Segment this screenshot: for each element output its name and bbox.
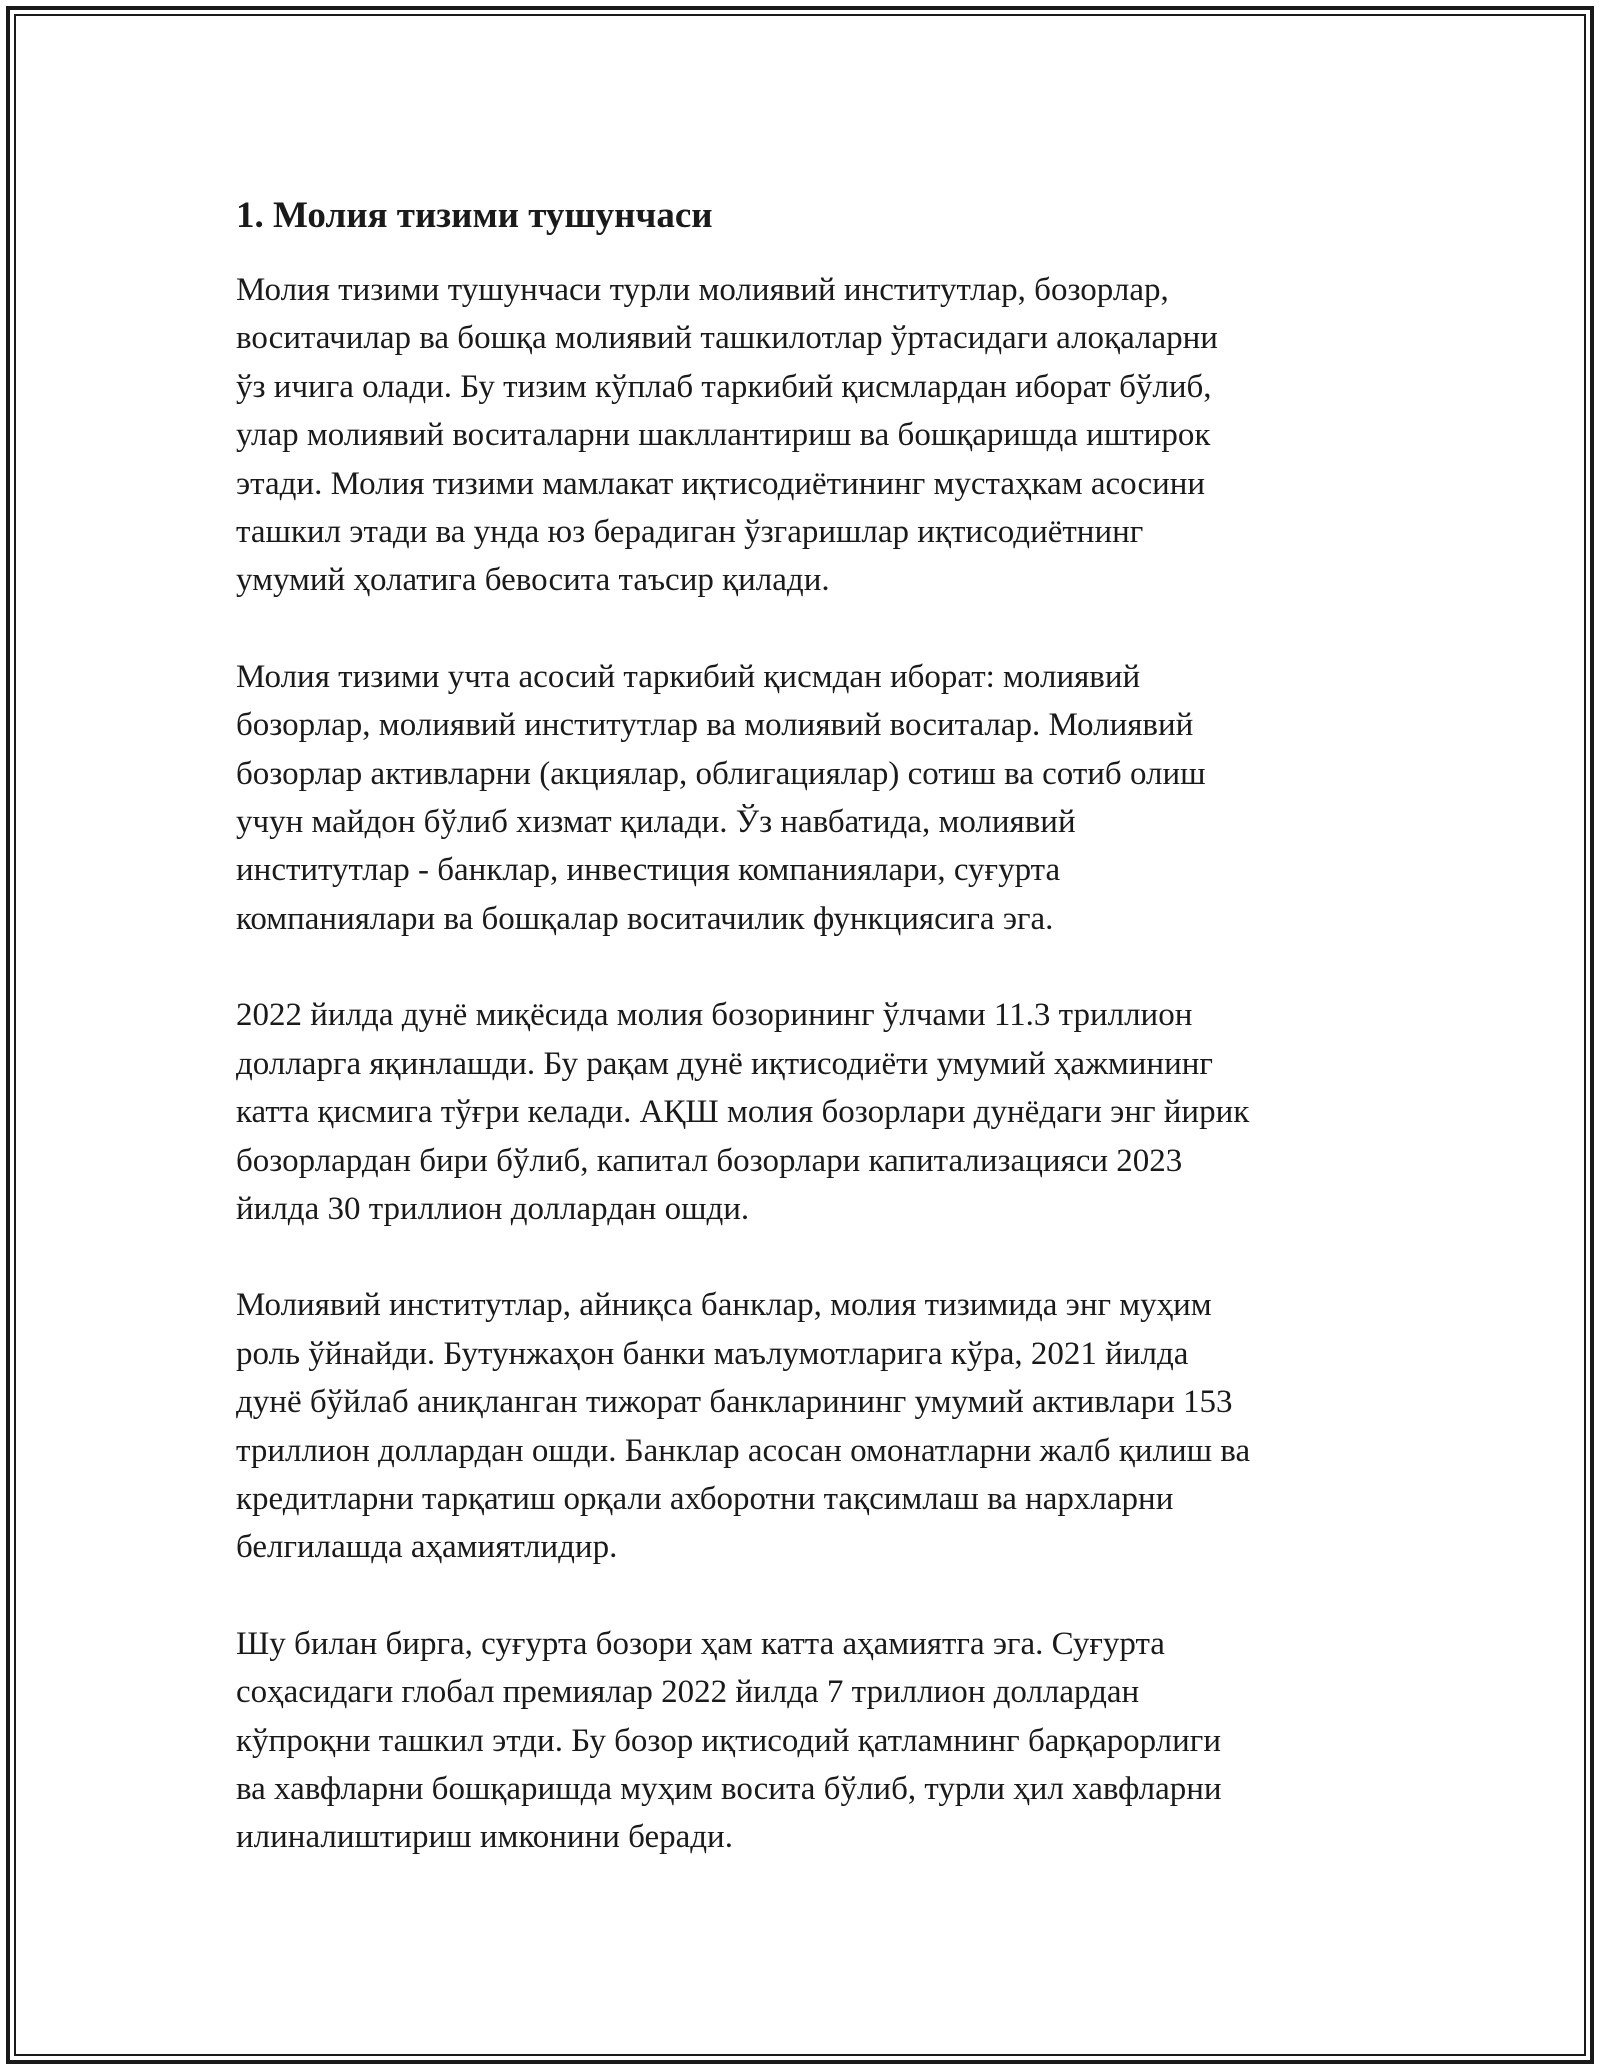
text-line: йилда 30 триллион доллардан ошди.	[236, 1190, 750, 1227]
text-line: дунё бўйлаб аниқланган тижорат банкларининг умумий активлари 153	[236, 1384, 1233, 1421]
text-line: 2022 йилда дунё миқёсида молия бозорининг ўлчами 11.3 триллион	[236, 997, 1193, 1034]
text-line: умумий ҳолатига бевосита таъсир қилади.	[236, 562, 830, 599]
text-line: илиналиштириш имконини беради.	[236, 1819, 733, 1856]
text-line: Молия тизими тушунчаси турли молиявий институтлар, бозорлар,	[236, 272, 1169, 308]
text-line: ва хавфларни бошқаришда муҳим восита бўлиб, турли ҳил хавфларни	[236, 1770, 1222, 1807]
text-line: учун майдон бўлиб хизмат қилади. Ўз навбатида, молиявий	[236, 804, 1076, 841]
text-line: белгилашда аҳамиятлидир.	[236, 1529, 618, 1566]
text-line: триллион доллардан ошди. Банклар асосан омонатларни жалб қилиш ва	[236, 1432, 1251, 1469]
text-line: Молиявий институтлар, айниқса банклар, молия тизимида энг муҳим	[236, 1287, 1212, 1324]
paragraph-financial-system-concept	[236, 266, 1396, 605]
text-line: бозорлардан бири бўлиб, капитал бозорлари капитализацияси 2023	[236, 1142, 1183, 1179]
text-line: бозорлар активларни (акциялар, облигациялар) сотиш ва сотиб олиш	[236, 755, 1206, 792]
text-line: катта қисмига тўғри келади. АҚШ молия бозорлари дунёдаги энг йирик	[236, 1094, 1250, 1131]
paragraph-financial-institutions	[236, 1281, 1396, 1571]
text-line: компаниялари ва бошқалар воситачилик функциясига эга.	[236, 900, 1054, 937]
text-line: бозорлар, молиявий институтлар ва молиявий воситалар. Молиявий	[236, 707, 1194, 744]
paragraph-market-size	[236, 991, 1396, 1233]
text-line: Молия тизими учта асосий таркибий қисмдан иборат: молиявий	[236, 658, 1141, 695]
text-line: Шу билан бирга, суғурта бозори ҳам катта аҳамиятга эга. Суғурта	[236, 1625, 1165, 1662]
text-line: улар молиявий воситаларни шакллантириш ва бошқаришда иштирок	[236, 417, 1211, 454]
text-line: воситачилар ва бошқа молиявий ташкилотлар ўртасидаги алоқаларни	[236, 320, 1218, 357]
text-line: институтлар - банклар, инвестиция компаниялари, суғурта	[236, 852, 1061, 889]
section-heading: 1. Молия тизими тушунчаси	[236, 195, 713, 236]
text-line: ўз ичига олади. Бу тизим кўплаб таркибий қисмлардан иборат бўлиб,	[236, 368, 1212, 405]
text-line: этади. Молия тизими мамлакат иқтисодиётининг мустаҳкам асосини	[236, 465, 1206, 502]
paragraph-system-components	[236, 653, 1396, 943]
text-line: ташкил этади ва унда юз берадиган ўзгаришлар иқтисодиётнинг	[236, 514, 1144, 551]
text-line: долларга яқинлашди. Бу рақам дунё иқтисодиёти умумий ҳажмининг	[236, 1045, 1213, 1082]
document-body	[236, 186, 1396, 1862]
text-line: роль ўйнайди. Бутунжаҳон банки маълумотларига кўра, 2021 йилда	[236, 1335, 1189, 1372]
paragraph-insurance-market	[236, 1620, 1396, 1862]
text-line: кўпроқни ташкил этди. Бу бозор иқтисодий қатламнинг барқарорлиги	[236, 1722, 1221, 1759]
text-line: соҳасидаги глобал премиялар 2022 йилда 7 триллион доллардан	[236, 1674, 1140, 1711]
text-line: кредитларни тарқатиш орқали ахборотни тақсимлаш ва нархларни	[236, 1480, 1174, 1517]
